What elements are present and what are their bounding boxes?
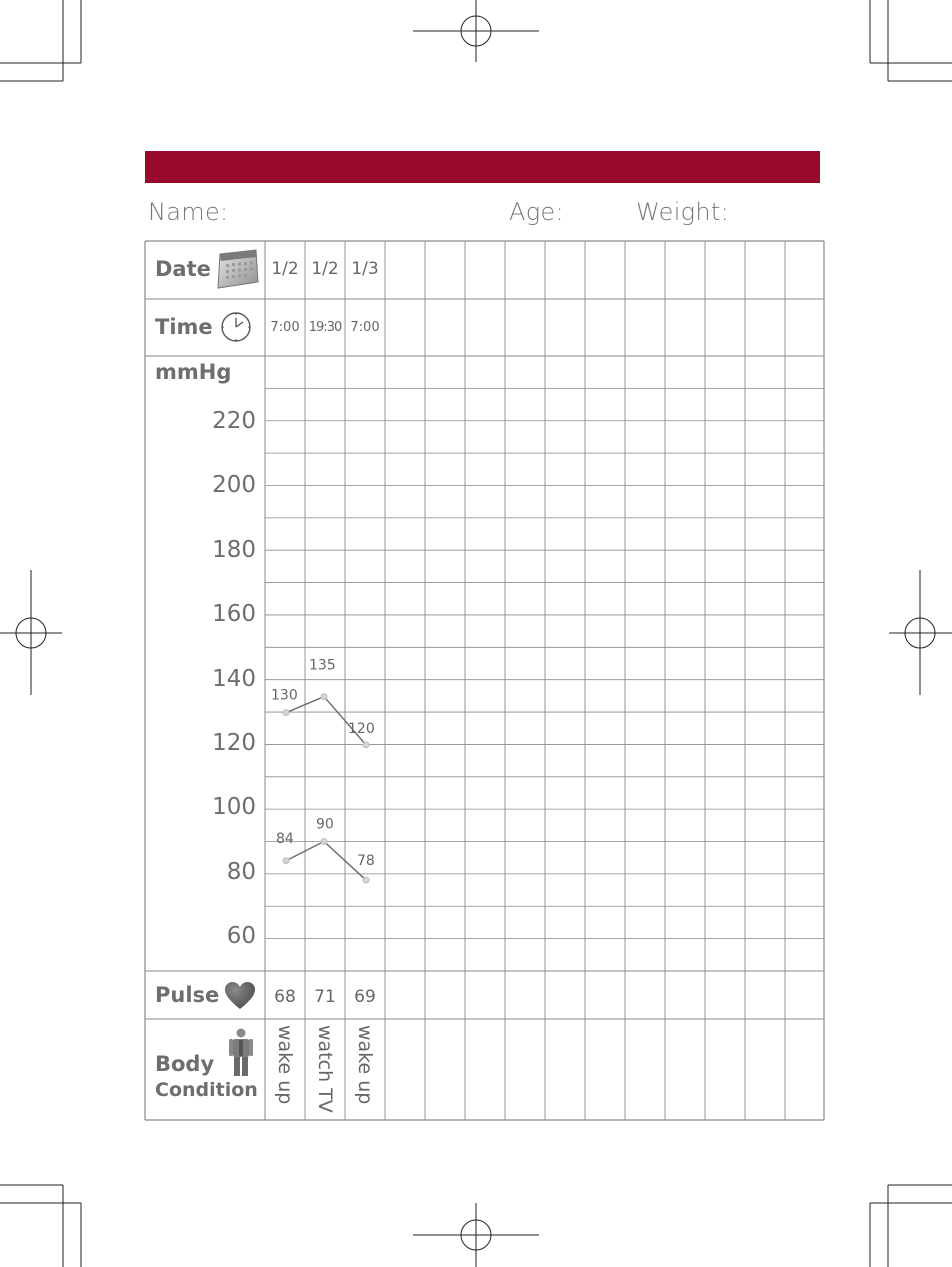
pulse-cell: 69 [354, 987, 376, 1007]
body-row-label-line2: Condition [155, 1079, 258, 1101]
diastolic-point [363, 877, 369, 883]
date-cell: 1/3 [351, 259, 379, 279]
condition-cell: watch TV [314, 1025, 336, 1113]
time-row-label: Time [155, 315, 213, 339]
condition-cell: wake up [354, 1025, 376, 1105]
date-row-label: Date [155, 257, 211, 281]
pulse-cell: 71 [314, 987, 336, 1007]
systolic-point [363, 742, 369, 748]
systolic-value-label: 120 [348, 720, 375, 737]
date-cell: 1/2 [271, 259, 299, 279]
time-cell: 7:00 [270, 320, 300, 335]
pulse-cell: 68 [274, 987, 296, 1007]
diastolic-value-label: 84 [276, 830, 294, 847]
systolic-point [321, 694, 327, 700]
y-tick-label: 140 [212, 665, 256, 692]
diastolic-value-label: 78 [357, 853, 375, 870]
age-label: Age: [509, 198, 564, 226]
weight-label: Weight: [636, 198, 729, 226]
time-cell: 19:30 [308, 320, 342, 335]
body-row-label-line1: Body [155, 1052, 215, 1076]
date-cell: 1/2 [311, 259, 339, 279]
y-tick-label: 100 [212, 794, 256, 821]
y-tick-label: 160 [212, 601, 256, 628]
y-tick-label: 60 [226, 923, 256, 949]
y-tick-label: 220 [212, 408, 256, 434]
y-tick-label: 120 [212, 729, 256, 756]
systolic-value-label: 130 [271, 687, 298, 704]
condition-cell: wake up [274, 1025, 296, 1105]
diastolic-point [321, 838, 327, 844]
unit-label: mmHg [155, 360, 232, 384]
diastolic-point [283, 858, 289, 864]
y-tick-label: 180 [212, 536, 256, 563]
y-tick-label: 80 [226, 858, 256, 885]
systolic-value-label: 135 [309, 657, 336, 674]
systolic-point [283, 710, 289, 716]
diastolic-line [286, 841, 366, 880]
name-label: Name: [148, 198, 229, 226]
time-cell: 7:00 [350, 320, 380, 335]
pulse-row-label: Pulse [155, 983, 220, 1007]
diastolic-value-label: 90 [316, 816, 334, 833]
y-tick-label: 200 [212, 472, 256, 499]
